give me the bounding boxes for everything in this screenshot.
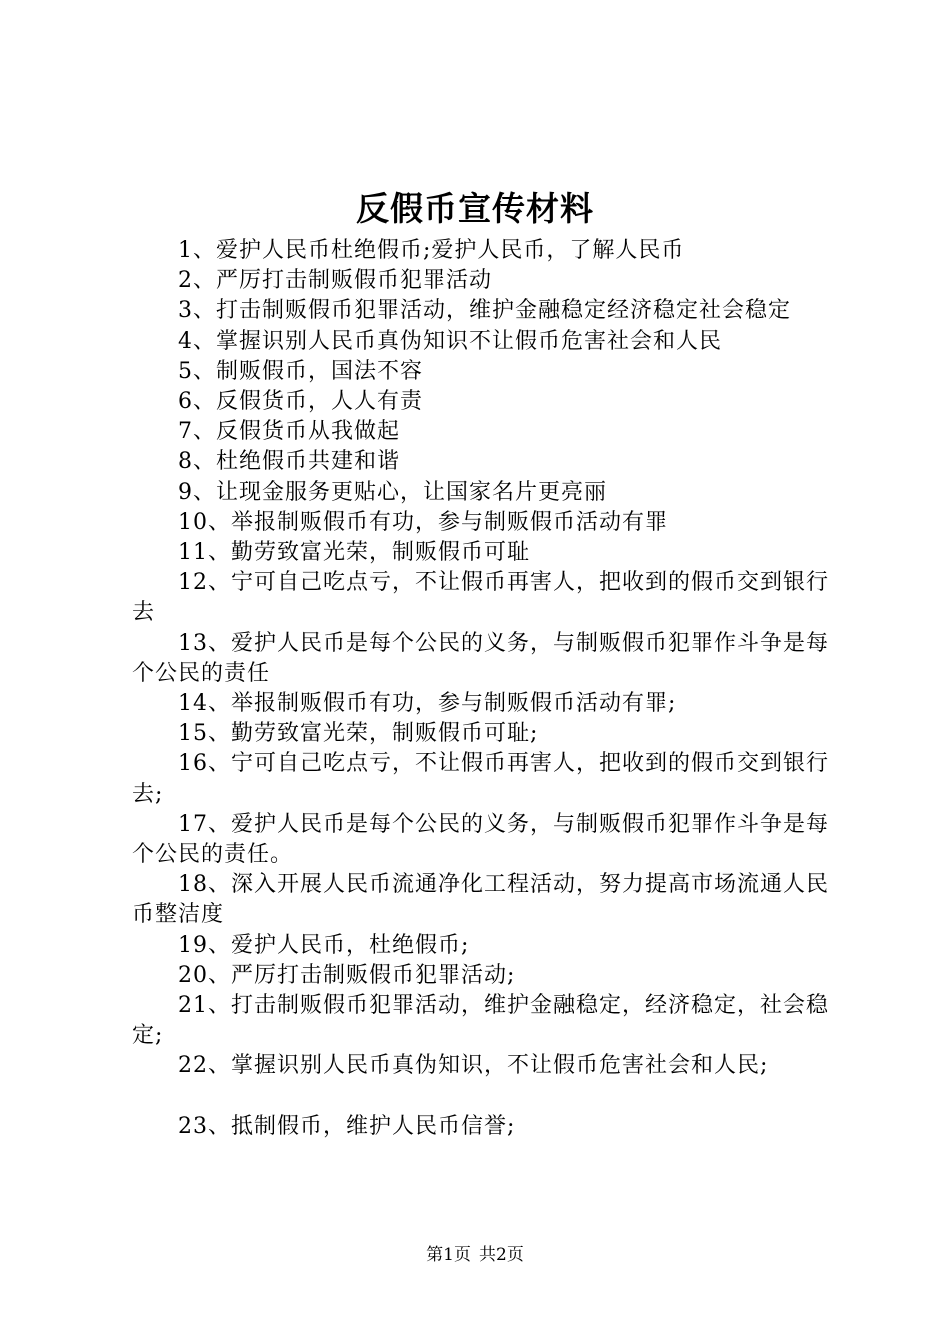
paragraph-9: 9、让现金服务更贴心，让国家名片更亮丽 [178,479,607,505]
paragraph-19: 19、爱护人民币，杜绝假币; [178,932,470,958]
paragraph-8: 8、杜绝假币共建和谐 [178,449,400,475]
paragraph-12: 12、宁可自己吃点亏，不让假币再害人，把收到的假币交到银行去 [132,570,829,626]
paragraph-14: 14、举报制贩假币有功，参与制贩假币活动有罪; [178,691,677,717]
paragraph-10: 10、举报制贩假币有功，参与制贩假币活动有罪 [178,509,668,535]
page-footer [0,1243,950,1267]
paragraph-3: 3、打击制贩假币犯罪活动，维护金融稳定经济稳定社会稳定 [178,298,791,324]
page-number: 第1页 [426,1245,471,1265]
paragraph-18: 18、深入开展人民币流通净化工程活动，努力提高市场流通人民币整洁度 [132,872,829,928]
paragraph-20: 20、严厉打击制贩假币犯罪活动; [178,962,516,988]
paragraph-13: 13、爱护人民币是每个公民的义务，与制贩假币犯罪作斗争是每个公民的责任 [132,630,829,686]
paragraph-1: 1、爱护人民币杜绝假币;爱护人民币，了解人民币 [178,238,685,263]
document-body [132,236,832,1142]
paragraph-7: 7、反假货币从我做起 [178,419,400,445]
paragraph-11: 11、勤劳致富光荣，制贩假币可耻 [178,540,530,566]
paragraph-23: 23、抵制假币，维护人民币信誉; [178,1113,516,1139]
page-total: 共2页 [479,1245,524,1265]
paragraph-21: 21、打击制贩假币犯罪活动，维护金融稳定，经济稳定，社会稳定; [132,993,829,1049]
document-title: 反假币宣传材料 [356,189,594,228]
paragraph-15: 15、勤劳致富光荣，制贩假币可耻; [178,721,539,747]
paragraph-17: 17、爱护人民币是每个公民的义务，与制贩假币犯罪作斗争是每个公民的责任。 [132,811,829,868]
paragraph-6: 6、反假货币，人人有责 [178,389,423,415]
paragraph-16: 16、宁可自己吃点亏，不让假币再害人，把收到的假币交到银行去; [132,751,829,807]
paragraph-5: 5、制贩假币，国法不容 [178,358,423,384]
paragraph-22: 22、掌握识别人民币真伪知识，不让假币危害社会和人民; [178,1053,769,1079]
paragraph-2: 2、严厉打击制贩假币犯罪活动 [178,268,492,294]
paragraph-4: 4、掌握识别人民币真伪知识不让假币危害社会和人民 [178,328,722,354]
